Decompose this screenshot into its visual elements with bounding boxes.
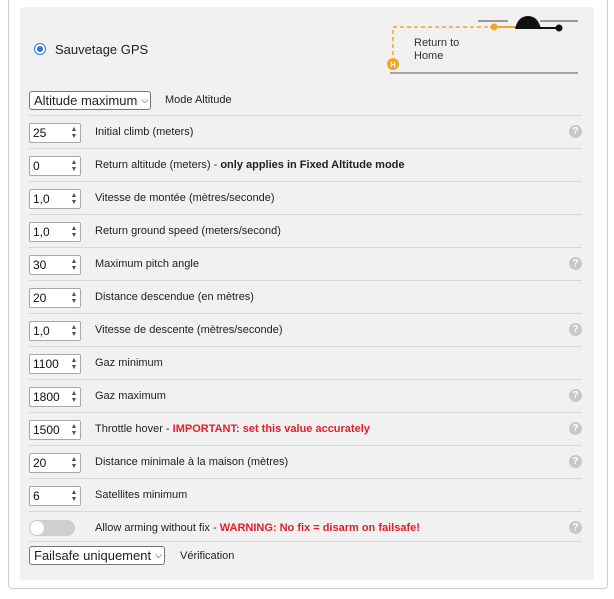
gps-rescue-radio[interactable] [34,43,46,55]
chevron-down-icon: ⌵ [141,95,149,105]
stepper-arrows-icon[interactable]: ▲ ▼ [70,291,78,305]
home-marker-letter: H [390,62,396,69]
setting-label: Throttle hover - IMPORTANT: set this value accurately [95,423,370,435]
setting-row [29,478,582,512]
stepper-arrows-icon[interactable]: ▲ ▼ [70,159,78,173]
verification-label: Vérification [180,550,235,562]
diagram-caption: Return to Home [414,37,460,62]
altitude-mode-select[interactable]: Altitude maximum ⌵ [29,91,151,110]
setting-label: Gaz minimum [95,357,163,369]
help-icon[interactable]: ? [569,455,582,468]
help-icon[interactable]: ? [569,389,582,402]
setting-label: Distance descendue (en mètres) [95,291,254,303]
number-input[interactable]: 0 ▲ ▼ [29,156,81,176]
setting-row [29,346,582,380]
altitude-mode-label: Mode Altitude [165,94,232,106]
number-input[interactable]: 20 ▲ ▼ [29,288,81,308]
number-input[interactable]: 1,0 ▲ ▼ [29,189,81,209]
arming-label: Allow arming without fix - WARNING: No fix = disarm on failsafe! [95,522,420,534]
stepper-arrows-icon[interactable]: ▲ ▼ [70,258,78,272]
setting-label: Initial climb (meters) [95,126,194,138]
divider [29,541,582,543]
setting-row [29,313,582,347]
setting-label: Gaz maximum [95,390,166,402]
setting-label: Return altitude (meters) - only applies in Fixed Altitude mode [95,159,405,171]
number-input[interactable]: 1500 ▲ ▼ [29,420,81,440]
arming-row [29,511,582,545]
setting-label: Satellites minimum [95,489,188,501]
setting-row [29,280,582,314]
stepper-arrows-icon[interactable]: ▲ ▼ [70,489,78,503]
setting-label: Vitesse de montée (mètres/seconde) [95,192,275,204]
number-input[interactable]: 20 ▲ ▼ [29,453,81,473]
setting-row [29,214,582,248]
toggle-knob [29,520,45,536]
number-input[interactable]: 1800 ▲ ▼ [29,387,81,407]
diagram-drone-end [556,25,563,32]
help-icon[interactable]: ? [569,125,582,138]
stepper-arrows-icon[interactable]: ▲ ▼ [70,126,78,140]
help-icon[interactable]: ? [569,257,582,270]
number-input[interactable]: 1,0 ▲ ▼ [29,321,81,341]
setting-row [29,412,582,446]
help-icon[interactable]: ? [569,422,582,435]
setting-row [29,445,582,479]
verification-select[interactable]: Failsafe uniquement ⌵ [29,546,165,565]
chevron-down-icon: ⌵ [155,550,162,560]
help-icon[interactable]: ? [569,323,582,336]
number-input[interactable]: 6 ▲ ▼ [29,486,81,506]
setting-row [29,148,582,182]
gps-rescue-label: Sauvetage GPS [55,42,149,57]
setting-label: Distance minimale à la maison (mètres) [95,456,289,468]
setting-label: Vitesse de descente (mètres/seconde) [95,324,283,336]
stepper-arrows-icon[interactable]: ▲ ▼ [70,192,78,206]
help-icon[interactable]: ? [569,521,582,534]
number-input[interactable]: 1100 ▲ ▼ [29,354,81,374]
diagram-drone-point [491,24,498,31]
stepper-arrows-icon[interactable]: ▲ ▼ [70,456,78,470]
stepper-arrows-icon[interactable]: ▲ ▼ [70,357,78,371]
setting-row [29,379,582,413]
allow-arming-toggle[interactable] [29,520,75,536]
number-input[interactable]: 1,0 ▲ ▼ [29,222,81,242]
stepper-arrows-icon[interactable]: ▲ ▼ [70,390,78,404]
setting-row [29,115,582,149]
stepper-arrows-icon[interactable]: ▲ ▼ [70,423,78,437]
setting-label: Maximum pitch angle [95,258,199,270]
number-input[interactable]: 30 ▲ ▼ [29,255,81,275]
stepper-arrows-icon[interactable]: ▲ ▼ [70,324,78,338]
setting-row [29,181,582,215]
setting-label: Return ground speed (meters/second) [95,225,281,237]
stepper-arrows-icon[interactable]: ▲ ▼ [70,225,78,239]
number-input[interactable]: 25 ▲ ▼ [29,123,81,143]
setting-row [29,247,582,281]
